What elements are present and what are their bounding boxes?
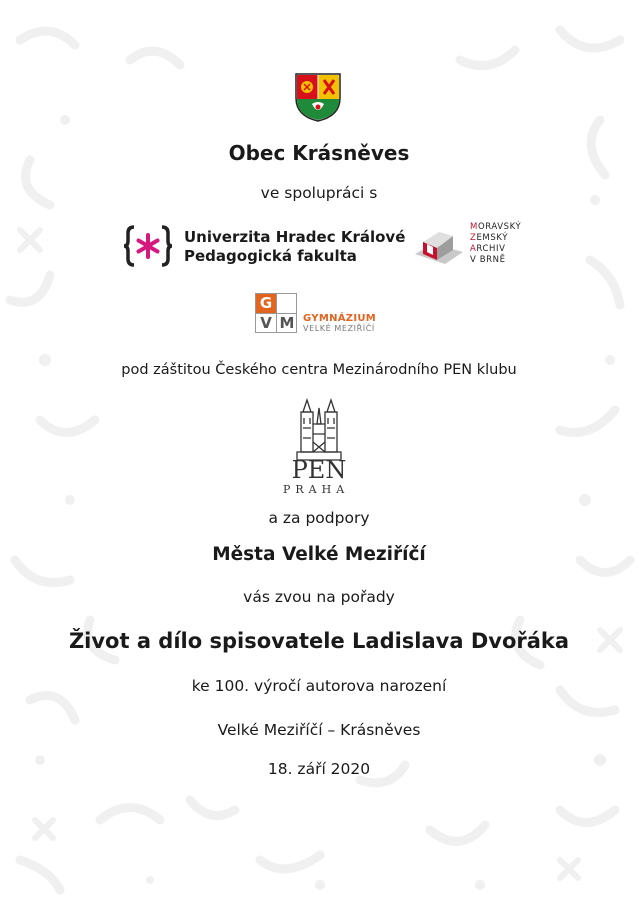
pen-praha-logo [279,398,359,498]
gvm-monogram [255,293,297,333]
uhk-faculty: Pedagogická fakulta [184,247,357,265]
mza-line-4: V BRNĚ [470,255,506,265]
mza-line-1: MORAVSKÝ [470,222,522,232]
gvm-name: GYMNÁZIUM [303,313,377,324]
gvm-city: VELKÉ MEZIŘÍČÍ [303,324,375,333]
occasion-text: ke 100. výročí autorova narození [191,677,447,695]
support-intro: a za podpory [268,509,370,527]
pen-towers-icon [279,398,359,482]
mza-logo [413,222,528,270]
cooperation-text: ve spolupráci s [260,184,378,202]
mza-line-3: ARCHIV [470,244,506,254]
pen-word: PEN [291,456,347,482]
gvm-letter-g: G [256,294,276,313]
supporter-heading: Města Velké Meziříčí [212,544,426,565]
uhk-asterisk-icon [124,225,172,267]
organizer-heading: Obec Krásněves [228,141,410,165]
pen-city: PRAHA [283,483,350,496]
coat-of-arms-icon [294,72,342,122]
gvm-letter-m: M [276,313,297,333]
uhk-name: Univerzita Hradec Králové [184,228,406,246]
mza-line-2: ZEMSKÝ [470,233,509,243]
uhk-logo [124,225,406,269]
gvm-logo [255,293,385,335]
mza-building-icon [413,224,465,268]
event-title: Život a dílo spisovatele Ladislava Dvořáka [68,629,570,653]
invite-text: vás zvou na pořady [243,588,395,606]
gvm-letter-v: V [256,313,276,333]
patronage-text: pod záštitou Českého centra Mezinárodního PEN klubu [121,362,517,378]
event-date: 18. září 2020 [267,760,371,778]
places-text: Velké Meziříčí – Krásněves [217,721,421,739]
